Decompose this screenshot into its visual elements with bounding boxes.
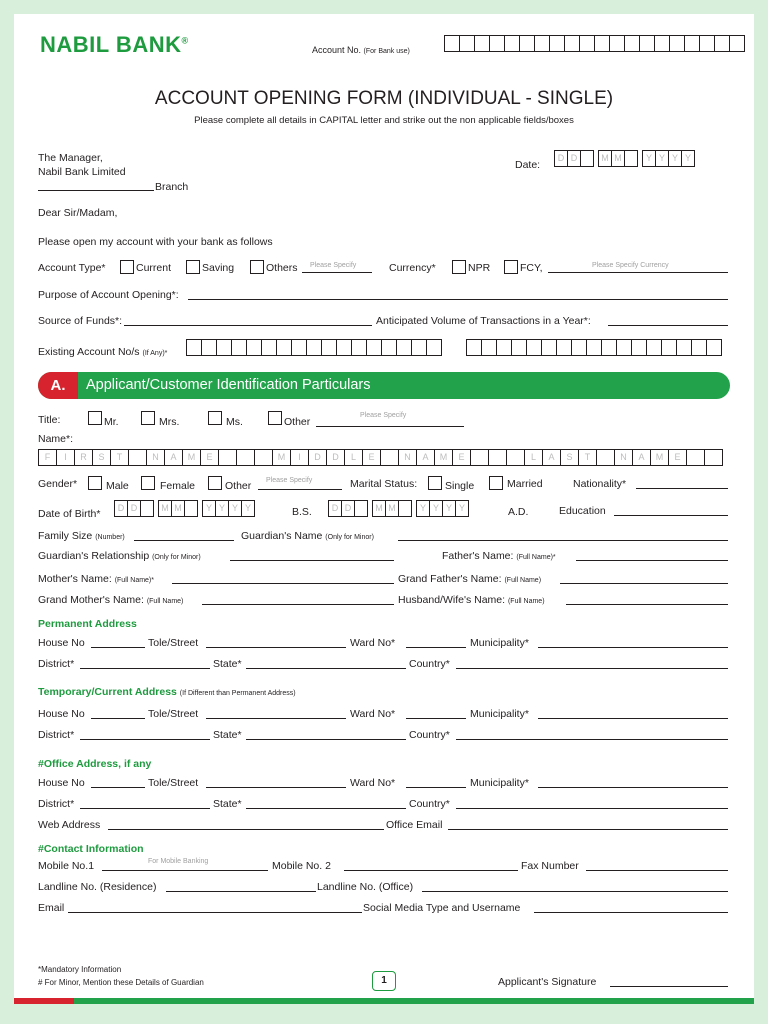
other-gender-placeholder: Please Specify <box>266 477 313 484</box>
guardian-name-label: Guardian's Name (Only for Minor) <box>241 530 374 542</box>
name-char-box[interactable] <box>254 449 273 466</box>
date-label: Date: <box>515 159 541 171</box>
mobile1-placeholder: For Mobile Banking <box>148 858 209 865</box>
temp-house-field[interactable] <box>91 718 145 719</box>
social-label: Social Media Type and Username <box>363 902 521 914</box>
father-label: Father's Name: (Full Name)* <box>442 550 556 562</box>
fax-field[interactable] <box>586 870 728 871</box>
purpose-label: Purpose of Account Opening*: <box>38 289 179 301</box>
section-a-title: Applicant/Customer Identification Particulars <box>86 377 371 393</box>
male-checkbox[interactable] <box>88 476 102 490</box>
office-house-label: House No <box>38 777 85 789</box>
name-char-box[interactable]: N <box>614 449 633 466</box>
email-label: Email <box>38 902 65 914</box>
grandfather-field[interactable] <box>560 583 728 584</box>
mrs-label: Mrs. <box>159 416 180 428</box>
date-boxes[interactable]: D D M M Y Y Y Y <box>554 150 694 167</box>
spouse-field[interactable] <box>566 604 728 605</box>
name-char-box[interactable]: M <box>650 449 669 466</box>
source-field[interactable] <box>124 325 372 326</box>
nationality-label: Nationality* <box>573 478 627 490</box>
name-char-box[interactable]: T <box>110 449 129 466</box>
name-char-box[interactable]: I <box>56 449 75 466</box>
temp-house-label: House No <box>38 708 85 720</box>
perm-country-field[interactable] <box>456 668 728 669</box>
temp-state-field[interactable] <box>246 739 406 740</box>
guardian-rel-field[interactable] <box>230 560 394 561</box>
mrs-checkbox[interactable] <box>141 411 155 425</box>
form-title: ACCOUNT OPENING FORM (INDIVIDUAL - SINGLE) <box>154 88 614 109</box>
bank-logo <box>40 32 189 58</box>
ms-label: Ms. <box>226 416 243 428</box>
mandatory-note: *Mandatory Information <box>38 965 122 974</box>
npr-checkbox[interactable] <box>452 260 466 274</box>
father-field[interactable] <box>576 560 728 561</box>
perm-house-field[interactable] <box>91 647 145 648</box>
name-char-box[interactable] <box>488 449 507 466</box>
mobile2-label: Mobile No. 2 <box>272 860 331 872</box>
grandmother-label: Grand Mother's Name: (Full Name) <box>38 594 184 606</box>
name-char-box[interactable]: I <box>290 449 309 466</box>
name-char-box[interactable] <box>236 449 255 466</box>
office-country-field[interactable] <box>456 808 728 809</box>
current-checkbox[interactable] <box>120 260 134 274</box>
office-country-label: Country* <box>409 798 450 810</box>
web-address-label: Web Address <box>38 819 101 831</box>
spouse-label: Husband/Wife's Name: (Full Name) <box>398 594 545 606</box>
form-page <box>14 14 754 1004</box>
office-municipality-field[interactable] <box>538 787 728 788</box>
mother-field[interactable] <box>172 583 394 584</box>
other-title-field[interactable] <box>316 426 464 427</box>
married-label: Married <box>507 478 543 490</box>
name-char-box[interactable] <box>128 449 147 466</box>
office-ward-label: Ward No* <box>350 777 396 789</box>
name-label: Name*: <box>38 433 74 445</box>
signature-field[interactable] <box>610 986 728 987</box>
temp-country-field[interactable] <box>456 739 728 740</box>
name-char-box[interactable]: D <box>308 449 327 466</box>
existing-account-boxes-2[interactable] <box>466 339 721 356</box>
education-label: Education <box>559 505 606 517</box>
others-placeholder: Please Specify <box>310 262 357 269</box>
mobile1-label: Mobile No.1 <box>38 860 95 872</box>
temp-district-label: District* <box>38 729 75 741</box>
office-ward-field[interactable] <box>406 787 466 788</box>
footer-bar-red <box>14 998 74 1004</box>
temp-ward-field[interactable] <box>406 718 466 719</box>
saving-checkbox[interactable] <box>186 260 200 274</box>
office-tole-label: Tole/Street <box>148 777 199 789</box>
family-size-label: Family Size (Number) <box>38 530 125 542</box>
fcy-field[interactable] <box>548 272 728 273</box>
office-house-field[interactable] <box>91 787 145 788</box>
grandfather-label: Grand Father's Name: (Full Name) <box>398 573 542 585</box>
others-field[interactable] <box>302 272 372 273</box>
branch-label: Branch <box>155 181 189 193</box>
intro-text: Please open my account with your bank as follows <box>38 236 273 248</box>
existing-account-label: Existing Account No/s (If Any)* <box>38 346 168 358</box>
permanent-address-heading: Permanent Address <box>38 618 137 630</box>
perm-tole-label: Tole/Street <box>148 637 199 649</box>
anticipated-field[interactable] <box>608 325 728 326</box>
name-char-box[interactable]: M <box>182 449 201 466</box>
mr-checkbox[interactable] <box>88 411 102 425</box>
page-number: 1 <box>372 971 396 991</box>
branch-field[interactable] <box>38 190 154 191</box>
fcy-label: FCY, <box>520 262 543 274</box>
name-char-box[interactable]: F <box>38 449 57 466</box>
perm-state-field[interactable] <box>246 668 406 669</box>
temp-tole-label: Tole/Street <box>148 708 199 720</box>
male-label: Male <box>106 480 129 492</box>
name-char-box[interactable]: E <box>362 449 381 466</box>
web-address-field[interactable] <box>108 829 384 830</box>
name-char-box[interactable]: E <box>200 449 219 466</box>
dob-ad-boxes[interactable]: D D M M Y Y Y Y <box>328 500 468 517</box>
gender-label: Gender* <box>38 478 78 490</box>
name-char-box[interactable]: L <box>524 449 543 466</box>
perm-country-label: Country* <box>409 658 450 670</box>
ms-checkbox[interactable] <box>208 411 222 425</box>
office-email-label: Office Email <box>386 819 443 831</box>
temp-tole-field[interactable] <box>206 718 346 719</box>
dob-bs-label: B.S. <box>292 506 312 518</box>
current-label: Current <box>136 262 172 274</box>
landline-res-field[interactable] <box>166 891 316 892</box>
name-char-box[interactable] <box>686 449 705 466</box>
name-char-box[interactable]: S <box>560 449 579 466</box>
single-checkbox[interactable] <box>428 476 442 490</box>
office-district-label: District* <box>38 798 75 810</box>
guardian-name-field[interactable] <box>398 540 728 541</box>
other-gender-field[interactable] <box>258 489 342 490</box>
office-district-field[interactable] <box>80 808 210 809</box>
bank-line: Nabil Bank Limited <box>38 166 126 178</box>
account-type-label: Account Type* <box>38 262 106 274</box>
office-email-field[interactable] <box>448 829 728 830</box>
name-char-box[interactable]: D <box>326 449 345 466</box>
temp-district-field[interactable] <box>80 739 210 740</box>
marital-label: Marital Status: <box>350 478 418 490</box>
mobile1-field[interactable] <box>102 870 268 871</box>
saving-label: Saving <box>202 262 235 274</box>
perm-district-label: District* <box>38 658 75 670</box>
landline-res-label: Landline No. (Residence) <box>38 881 157 893</box>
others-label: Others <box>266 262 298 274</box>
grandmother-field[interactable] <box>202 604 394 605</box>
landline-off-label: Landline No. (Office) <box>317 881 414 893</box>
other-gender-checkbox[interactable] <box>208 476 222 490</box>
name-char-box[interactable]: L <box>344 449 363 466</box>
salutation: Dear Sir/Madam, <box>38 207 118 219</box>
name-char-box[interactable]: E <box>668 449 687 466</box>
dob-label: Date of Birth* <box>38 508 101 520</box>
name-char-box[interactable]: A <box>632 449 651 466</box>
guardian-rel-label: Guardian's Relationship (Only for Minor) <box>38 550 201 562</box>
other-title-label: Other <box>284 416 311 428</box>
perm-district-field[interactable] <box>80 668 210 669</box>
manager-line: The Manager, <box>38 152 103 164</box>
name-char-box[interactable] <box>506 449 525 466</box>
nationality-field[interactable] <box>636 488 728 489</box>
temp-municipality-label: Municipality* <box>470 708 529 720</box>
name-char-box[interactable]: A <box>416 449 435 466</box>
temp-ward-label: Ward No* <box>350 708 396 720</box>
office-address-heading: #Office Address, if any <box>38 758 152 770</box>
landline-off-field[interactable] <box>422 891 728 892</box>
mr-label: Mr. <box>104 416 119 428</box>
account-no-boxes[interactable] <box>444 35 744 52</box>
perm-house-label: House No <box>38 637 85 649</box>
name-char-box[interactable]: N <box>398 449 417 466</box>
name-char-box[interactable] <box>704 449 723 466</box>
fax-label: Fax Number <box>521 860 579 872</box>
name-char-box[interactable] <box>380 449 399 466</box>
other-title-checkbox[interactable] <box>268 411 282 425</box>
education-field[interactable] <box>614 515 728 516</box>
temp-country-label: Country* <box>409 729 450 741</box>
family-size-field[interactable] <box>134 540 234 541</box>
section-a-header <box>38 372 730 399</box>
name-char-box[interactable] <box>470 449 489 466</box>
anticipated-label: Anticipated Volume of Transactions in a Year*: <box>376 315 591 327</box>
office-state-field[interactable] <box>246 808 406 809</box>
mother-label: Mother's Name: (Full Name)* <box>38 573 154 585</box>
name-char-box[interactable]: S <box>92 449 111 466</box>
fcy-placeholder: Please Specify Currency <box>592 262 669 269</box>
female-label: Female <box>160 480 196 492</box>
name-char-box[interactable]: N <box>146 449 165 466</box>
temp-state-label: State* <box>213 729 242 741</box>
social-field[interactable] <box>534 912 728 913</box>
name-char-box[interactable]: A <box>542 449 561 466</box>
existing-account-boxes-1[interactable] <box>186 339 441 356</box>
mobile2-field[interactable] <box>344 870 518 871</box>
currency-label: Currency* <box>389 262 436 274</box>
bank-name: NABIL BANK <box>40 32 182 57</box>
perm-municipality-field[interactable] <box>538 647 728 648</box>
footer-bar-green <box>74 998 754 1004</box>
perm-municipality-label: Municipality* <box>470 637 529 649</box>
npr-label: NPR <box>468 262 491 274</box>
temp-municipality-field[interactable] <box>538 718 728 719</box>
perm-ward-field[interactable] <box>406 647 466 648</box>
name-char-box[interactable]: R <box>74 449 93 466</box>
signature-label: Applicant's Signature <box>498 976 597 988</box>
name-char-box[interactable]: M <box>434 449 453 466</box>
perm-state-label: State* <box>213 658 242 670</box>
others-checkbox[interactable] <box>250 260 264 274</box>
dob-bs-boxes[interactable]: D D M M Y Y Y Y <box>114 500 254 517</box>
email-field[interactable] <box>68 912 362 913</box>
contact-heading: #Contact Information <box>38 843 144 855</box>
minor-note: # For Minor, Mention these Details of Guardian <box>38 978 204 987</box>
name-char-box[interactable]: E <box>452 449 471 466</box>
title-label: Title: <box>38 414 61 426</box>
married-checkbox[interactable] <box>489 476 503 490</box>
office-state-label: State* <box>213 798 242 810</box>
form-subtitle: Please complete all details in CAPITAL letter and strike out the non applicable fields/boxes <box>194 115 574 126</box>
dob-ad-label: A.D. <box>508 506 529 518</box>
perm-tole-field[interactable] <box>206 647 346 648</box>
fcy-checkbox[interactable] <box>504 260 518 274</box>
name-char-box[interactable]: M <box>272 449 291 466</box>
name-char-box[interactable] <box>218 449 237 466</box>
office-municipality-label: Municipality* <box>470 777 529 789</box>
office-tole-field[interactable] <box>206 787 346 788</box>
name-char-box[interactable] <box>596 449 615 466</box>
perm-ward-label: Ward No* <box>350 637 396 649</box>
source-label: Source of Funds*: <box>38 315 123 327</box>
account-no-label: Account No. (For Bank use) <box>312 45 410 55</box>
female-checkbox[interactable] <box>141 476 155 490</box>
single-label: Single <box>445 480 475 492</box>
bank-reg-mark: ® <box>181 35 189 46</box>
name-char-box[interactable]: T <box>578 449 597 466</box>
purpose-field[interactable] <box>188 299 728 300</box>
section-a-letter: A. <box>38 372 78 399</box>
name-char-box[interactable]: A <box>164 449 183 466</box>
temporary-address-heading: Temporary/Current Address (If Different than Permanent Address) <box>38 686 296 698</box>
name-boxes[interactable] <box>38 449 722 466</box>
other-gender-label: Other <box>225 480 252 492</box>
other-title-placeholder: Please Specify <box>360 412 407 419</box>
